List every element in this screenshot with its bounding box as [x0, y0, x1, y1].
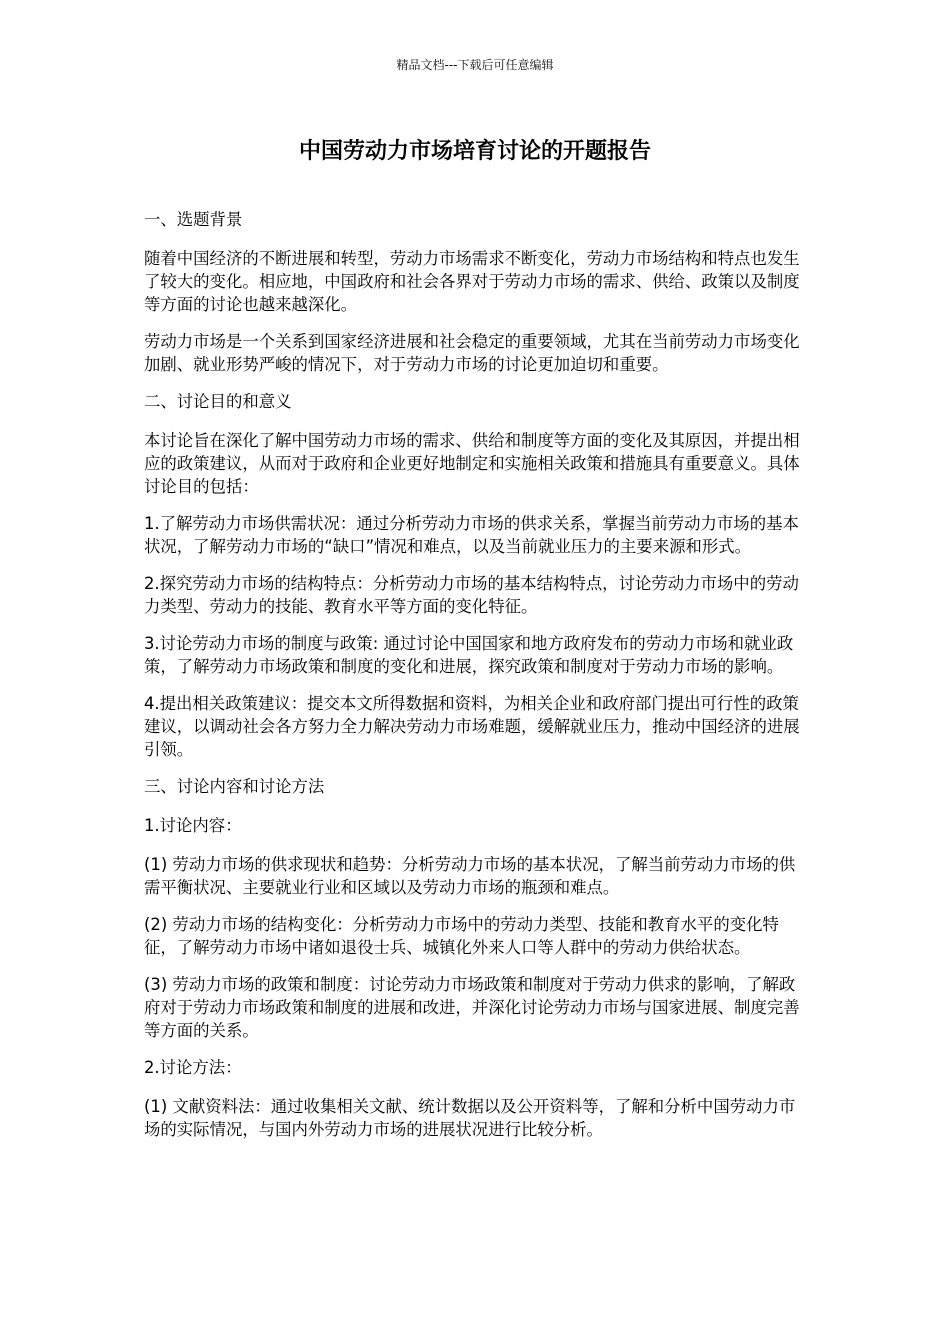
header-note: 精品文档---下载后可任意编辑 — [396, 58, 554, 72]
list-item: (3) 劳动力市场的政策和制度：讨论劳动力市场政策和制度对于劳动力供求的影响，了解政府对于劳动力市场政策和制度的进展和改进，并深化讨论劳动力市场与国家进展、制度完善等方面的关系。 — [144, 975, 800, 1040]
list-item: (1) 文献资料法：通过收集相关文献、统计数据以及公开资料等，了解和分析中国劳动力市场的实际情况，与国内外劳动力市场的进展状况进行比较分析。 — [144, 1097, 796, 1139]
section-heading: 三、讨论内容和讨论方法 — [144, 777, 325, 796]
subsection-heading: 2.讨论方法： — [144, 1058, 242, 1077]
list-item: (1) 劳动力市场的供求现状和趋势：分析劳动力市场的基本状况，了解当前劳动力市场的供需平衡状况、主要就业行业和区域以及劳动力市场的瓶颈和难点。 — [144, 855, 796, 897]
document-body — [144, 208, 810, 1155]
list-item: 2.探究劳动力市场的结构特点：分析劳动力市场的基本结构特点，讨论劳动力市场中的劳动力类型、劳动力的技能、教育水平等方面的变化特征。 — [144, 574, 799, 616]
document-title: 中国劳动力市场培育讨论的开题报告 — [298, 139, 651, 164]
paragraph: 本讨论旨在深化了解中国劳动力市场的需求、供给和制度等方面的变化及其原因，并提出相应的政策建议，从而对于政府和企业更好地制定和实施相关政策和措施具有重要意义。具体讨论目的包括： — [144, 431, 800, 496]
paragraph: 劳动力市场是一个关系到国家经济进展和社会稳定的重要领域，尤其在当前劳动力市场变化加剧、就业形势严峻的情况下，对于劳动力市场的讨论更加迫切和重要。 — [144, 332, 800, 374]
list-item: 3.讨论劳动力市场的制度与政策: 通过讨论中国国家和地方政府发布的劳动力市场和就业政策，了解劳动力市场政策和制度的变化和进展，探究政策和制度对于劳动力市场的影响。 — [144, 634, 794, 676]
section-heading: 二、讨论目的和意义 — [144, 392, 292, 411]
list-item: 4.提出相关政策建议：提交本文所得数据和资料，为相关企业和政府部门提出可行性的政策建议，以调动社会各方努力全力解决劳动力市场难题，缓解就业压力，推动中国经济的进展引领。 — [144, 694, 800, 759]
subsection-heading: 1.讨论内容： — [144, 816, 242, 835]
list-item: (2) 劳动力市场的结构变化：分析劳动力市场中的劳动力类型、技能和教育水平的变化特征，了解劳动力市场中诸如退役士兵、城镇化外来人口等人群中的劳动力供给状态。 — [144, 915, 779, 957]
paragraph: 随着中国经济的不断进展和转型，劳动力市场需求不断变化，劳动力市场结构和特点也发生了较大的变化。相应地，中国政府和社会各界对于劳动力市场的需求、供给、政策以及制度等方面的讨论也越来越深化。 — [144, 249, 800, 314]
list-item: 1.了解劳动力市场供需状况：通过分析劳动力市场的供求关系，掌握当前劳动力市场的基本状况，了解劳动力市场的“缺口”情况和难点，以及当前就业压力的主要来源和形式。 — [144, 514, 799, 556]
section-heading: 一、选题背景 — [144, 210, 243, 229]
